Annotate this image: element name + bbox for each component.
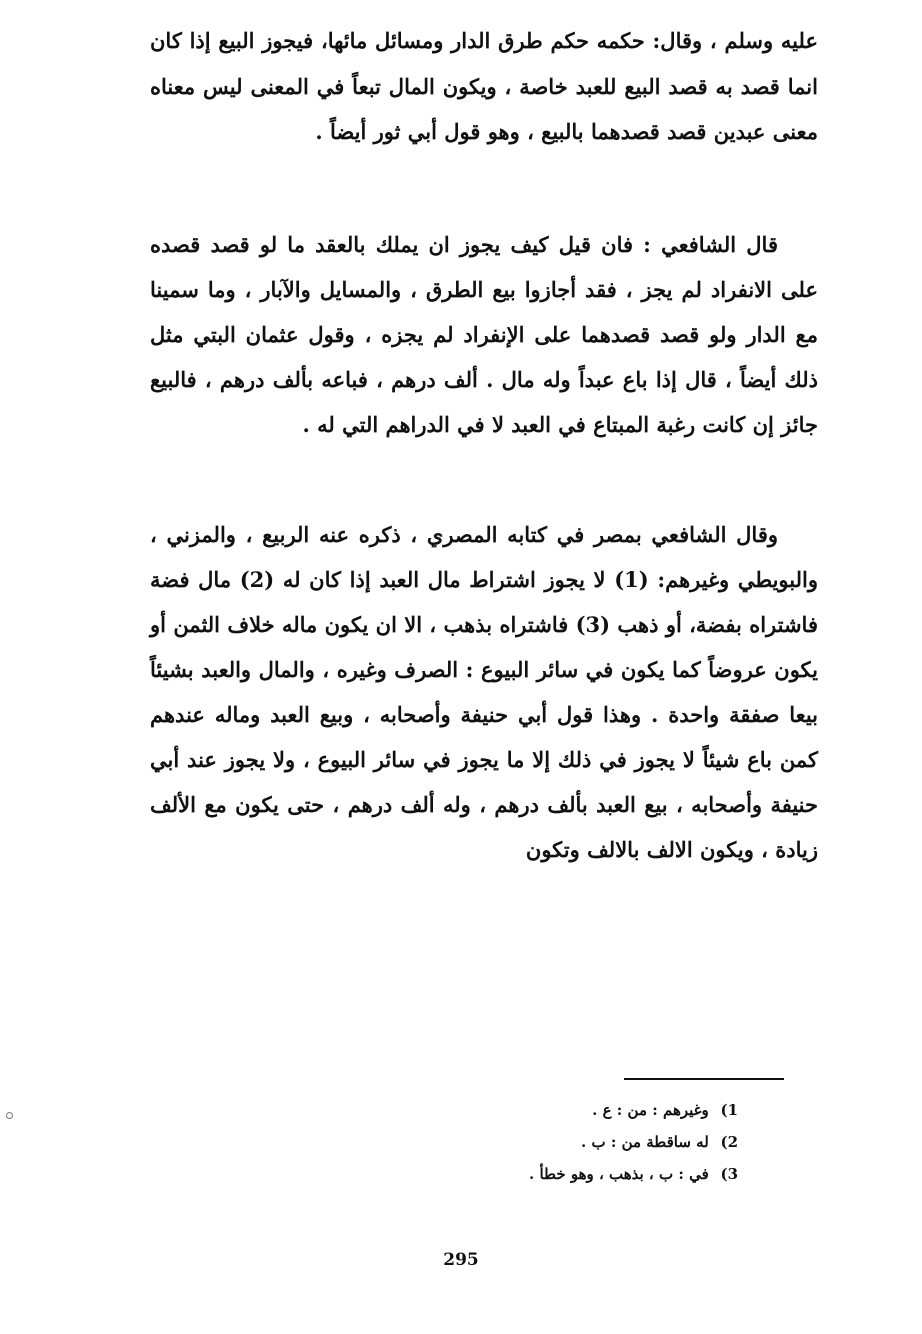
- footnote-text: وغيرهم : من : ع .: [592, 1101, 709, 1119]
- footnote-number: 2): [720, 1133, 738, 1151]
- paragraph-2: [150, 222, 818, 447]
- footnote-text: له ساقطة من : ب .: [581, 1133, 709, 1151]
- paragraph-1: [150, 18, 818, 155]
- footnote: [420, 1094, 738, 1126]
- paragraph-text: قال الشافعي : فان قيل كيف يجوز ان يملك بالعقد ما لو قصد قصده على الانفراد لم يجز ، فقد أجازوا بيع الطرق ، والمسايل والآبار ، وما سمينا مع الدار ولو قصد قصدهما على الإنفراد لم يجزه ، وقول عثمان البتي مثل ذلك أيضاً ، قال إذا باع عبداً وله مال . ألف درهم ، فباعه بألف درهم ، فالبيع جائز إن كانت رغبة المبتاع في العبد لا في الدراهم التي له .: [150, 232, 818, 437]
- paragraph-text: وقال الشافعي بمصر في كتابه المصري ، ذكره عنه الربيع ، والمزني ، والبويطي وغيرهم: (1) لا يجوز اشتراط مال العبد إذا كان له (2) مال فضة فاشتراه بفضة، أو ذهب (3) فاشتراه بذهب ، الا ان يكون ماله خلاف الثمن أو يكون عروضاً كما يكون في سائر البيوع : الصرف وغيره ، والمال والعبد بشيئاً بيعا صفقة واحدة . وهذا قول أبي حنيفة وأصحابه ، وبيع العبد وماله عندهم كمن باع شيئاً لا يجوز في ذلك إلا ما يجوز في سائر البيوع ، ولا يجوز عند أبي حنيفة وأصحابه ، بيع العبد بألف درهم ، وله ألف درهم ، حتى يكون مع الألف زيادة ، ويكون الالف بالالف وتكون: [150, 522, 818, 862]
- footnote-number: 1): [720, 1101, 738, 1119]
- paragraph-text: عليه وسلم ، وقال: حكمه حكم طرق الدار ومسائل مائها، فيجوز البيع إذا كان انما قصد به قصد البيع للعبد خاصة ، ويكون المال تبعاً في المعنى ليس معناه معنى عبدين قصد قصدهما بالبيع ، وهو قول أبي ثور أيضاً .: [150, 28, 818, 144]
- footnote: [420, 1158, 738, 1190]
- footnote-text: في : ب ، بذهب ، وهو خطأ .: [529, 1165, 709, 1183]
- footnote: [420, 1126, 738, 1158]
- footnote-divider: [624, 1078, 784, 1080]
- footnotes: [420, 1094, 738, 1190]
- scan-speck: [6, 1112, 13, 1119]
- footnote-number: 3): [720, 1165, 738, 1183]
- page-number: 295: [443, 1250, 479, 1270]
- paragraph-3: [150, 512, 818, 872]
